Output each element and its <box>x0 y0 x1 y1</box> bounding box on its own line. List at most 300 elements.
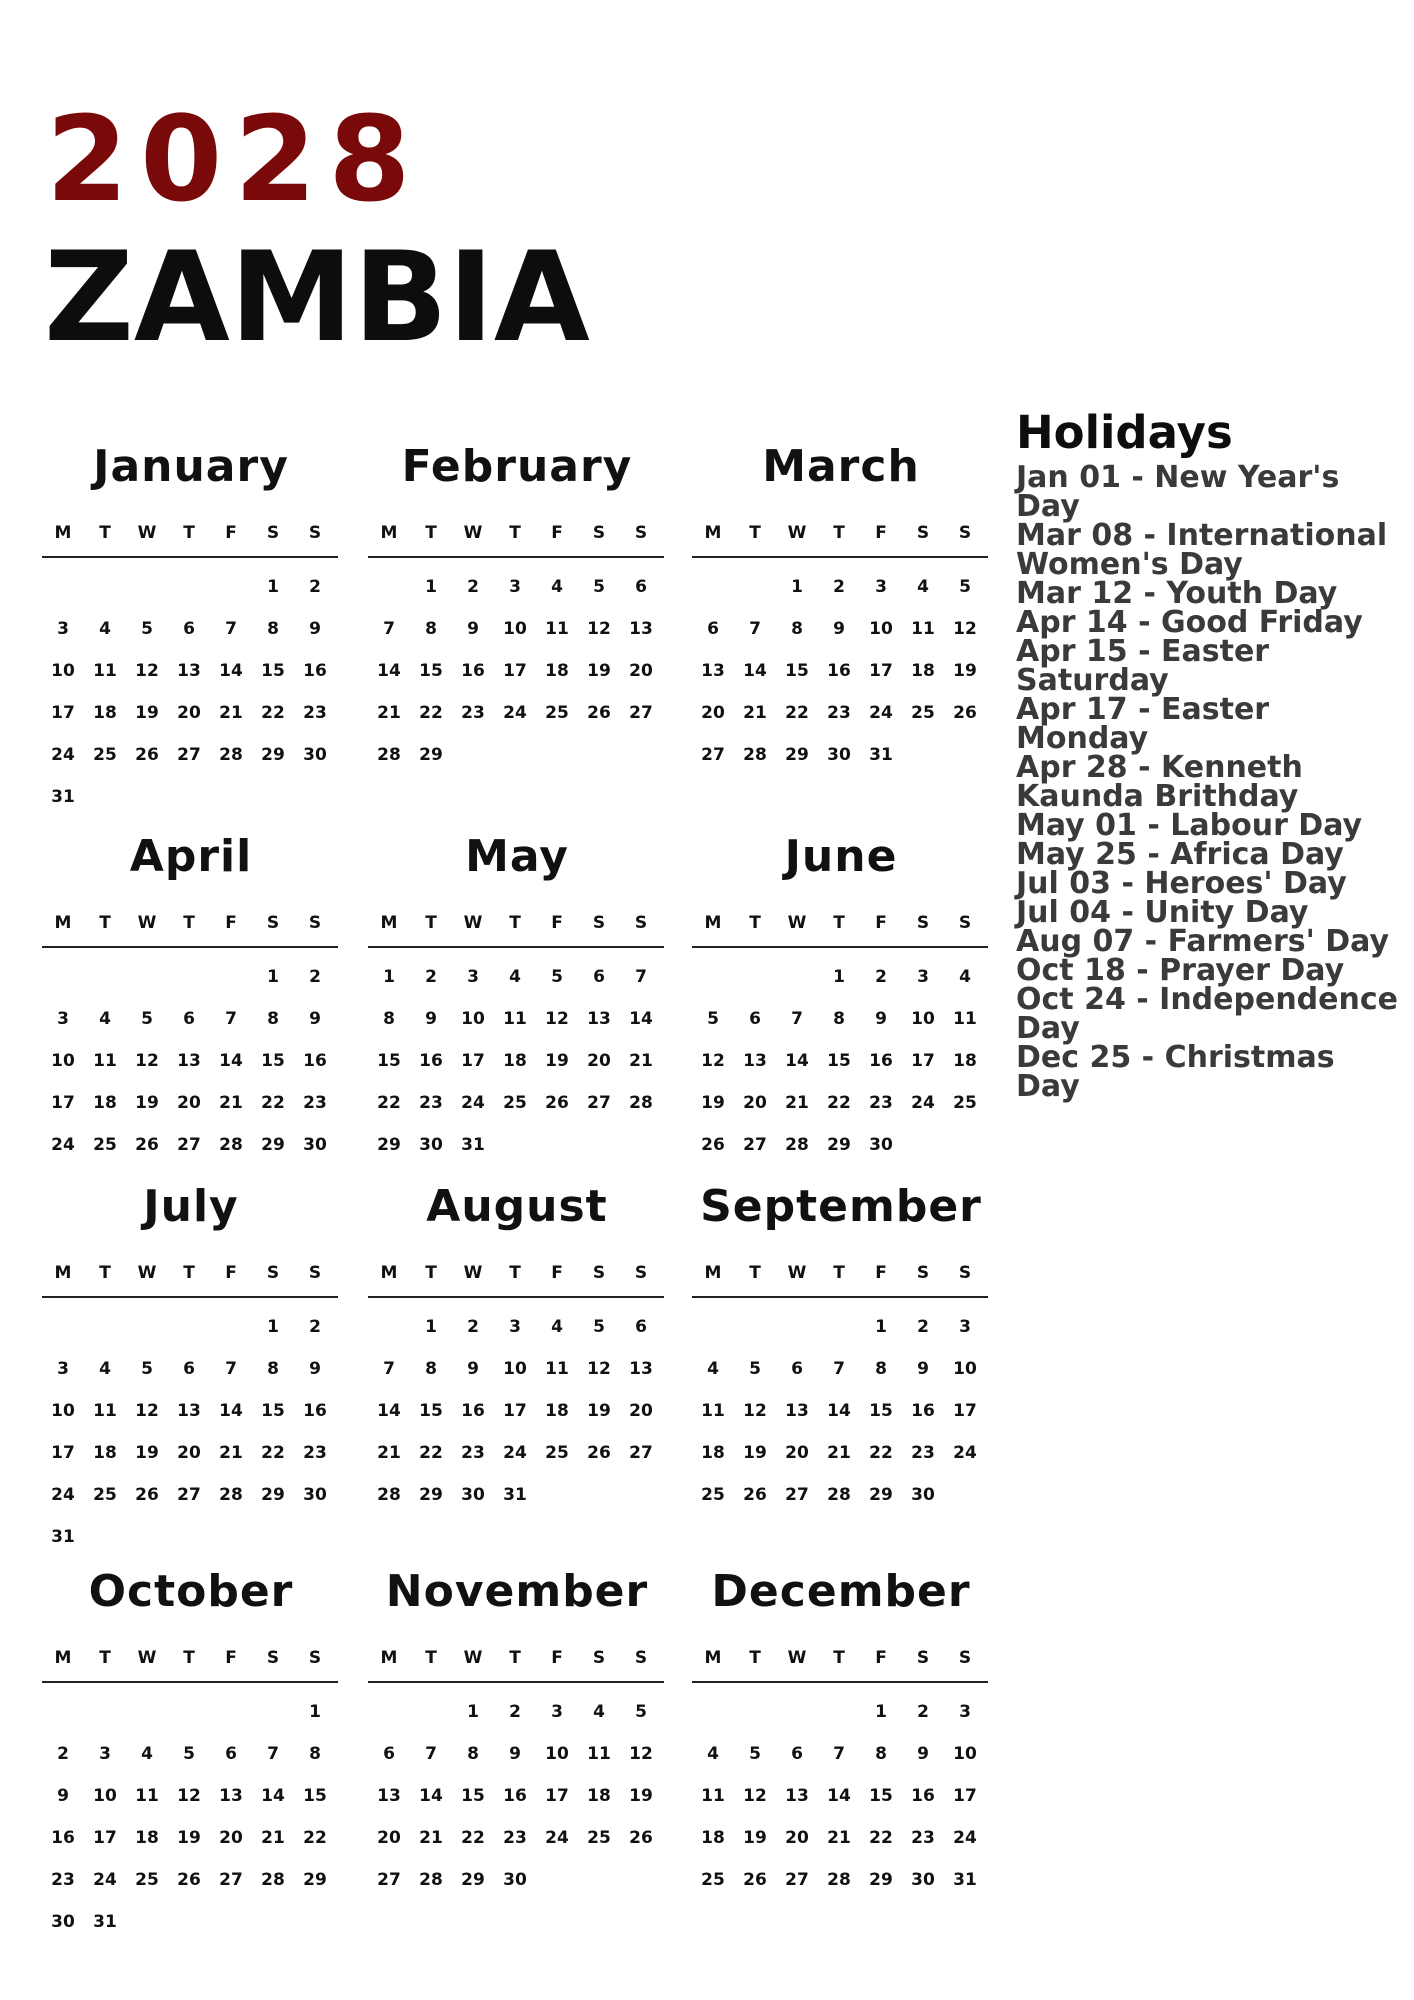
day-cell: 20 <box>177 1093 201 1113</box>
weekday-label: W <box>787 913 807 933</box>
day-cell: 8 <box>383 1009 395 1029</box>
weekday-label: S <box>634 523 648 543</box>
day-cell: 29 <box>261 1135 285 1155</box>
weekday-label: T <box>425 523 437 543</box>
day-cell: 12 <box>743 1401 767 1421</box>
day-cell: 20 <box>629 1401 653 1421</box>
month-name: August <box>426 1181 608 1232</box>
day-cell: 4 <box>707 1359 719 1379</box>
day-cell: 11 <box>701 1786 725 1806</box>
weekday-label: F <box>225 1648 237 1668</box>
day-cell: 26 <box>953 703 977 723</box>
day-cell: 24 <box>545 1828 569 1848</box>
day-cell: 3 <box>509 577 521 597</box>
month-name: September <box>700 1181 982 1232</box>
day-cell: 11 <box>93 661 117 681</box>
day-cell: 24 <box>953 1828 977 1848</box>
day-cell: 22 <box>461 1828 485 1848</box>
day-cell: 30 <box>911 1485 935 1505</box>
day-cell: 19 <box>135 1443 159 1463</box>
day-cell: 16 <box>461 661 485 681</box>
day-cell: 7 <box>791 1009 803 1029</box>
day-cell: 11 <box>93 1401 117 1421</box>
day-cell: 21 <box>785 1093 809 1113</box>
day-cell: 8 <box>267 1359 279 1379</box>
weekday-label: S <box>266 913 280 933</box>
week-row <box>368 1306 666 1348</box>
holidays-panel <box>1016 406 1406 1104</box>
day-cell: 11 <box>911 619 935 639</box>
day-cell: 6 <box>183 619 195 639</box>
day-cell: 12 <box>177 1786 201 1806</box>
month-november <box>368 1566 666 1901</box>
day-cell: 31 <box>953 1870 977 1890</box>
day-cell: 11 <box>953 1009 977 1029</box>
day-cell: 13 <box>587 1009 611 1029</box>
day-cell: 25 <box>93 1485 117 1505</box>
day-cell: 2 <box>309 1317 321 1337</box>
day-cell: 9 <box>309 1009 321 1029</box>
day-cell: 29 <box>869 1485 893 1505</box>
day-cell: 14 <box>377 1401 401 1421</box>
week-row <box>692 1040 990 1082</box>
weekday-label: M <box>380 913 398 933</box>
day-cell: 5 <box>141 1009 153 1029</box>
day-cell: 28 <box>219 1135 243 1155</box>
week-row <box>42 1306 340 1348</box>
day-cell: 1 <box>267 577 279 597</box>
day-cell: 10 <box>545 1744 569 1764</box>
day-cell: 4 <box>99 619 111 639</box>
week-row <box>368 1390 666 1432</box>
week-row <box>368 1474 666 1516</box>
week-row <box>42 1901 340 1943</box>
weekday-label: T <box>183 913 195 933</box>
weekday-label: W <box>137 1263 157 1283</box>
day-cell: 22 <box>785 703 809 723</box>
day-cell: 18 <box>93 1443 117 1463</box>
day-cell: 21 <box>219 1443 243 1463</box>
week-row <box>692 1691 990 1733</box>
day-cell: 2 <box>425 967 437 987</box>
weeks <box>368 1306 666 1516</box>
week-row <box>692 1733 990 1775</box>
day-cell: 5 <box>593 577 605 597</box>
day-cell: 3 <box>509 1317 521 1337</box>
weekday-label: S <box>308 523 322 543</box>
week-row <box>692 1124 990 1166</box>
day-cell: 30 <box>503 1870 527 1890</box>
holiday-item: Oct 24 - Independence Day <box>1016 982 1398 1046</box>
header-divider <box>42 946 338 948</box>
day-cell: 26 <box>701 1135 725 1155</box>
day-cell: 31 <box>461 1135 485 1155</box>
day-cell: 24 <box>503 703 527 723</box>
day-cell: 8 <box>467 1744 479 1764</box>
day-cell: 27 <box>177 1135 201 1155</box>
day-cell: 22 <box>869 1828 893 1848</box>
day-cell: 26 <box>587 1443 611 1463</box>
week-row <box>42 734 340 776</box>
day-cell: 30 <box>303 1135 327 1155</box>
weekday-label: M <box>704 913 722 933</box>
day-cell: 2 <box>467 577 479 597</box>
day-cell: 26 <box>135 745 159 765</box>
day-cell: 6 <box>183 1009 195 1029</box>
header-divider <box>368 1681 664 1683</box>
weekday-label: T <box>509 1648 521 1668</box>
day-cell: 26 <box>545 1093 569 1113</box>
weekday-label: T <box>749 523 761 543</box>
day-cell: 16 <box>827 661 851 681</box>
weekday-header <box>692 913 990 935</box>
day-cell: 28 <box>629 1093 653 1113</box>
day-cell: 25 <box>545 1443 569 1463</box>
weekday-label: T <box>749 913 761 933</box>
week-row <box>42 1859 340 1901</box>
day-cell: 15 <box>419 1401 443 1421</box>
header-divider <box>692 556 988 558</box>
day-cell: 24 <box>51 1485 75 1505</box>
week-row <box>42 692 340 734</box>
day-cell: 23 <box>911 1443 935 1463</box>
header-divider <box>42 1681 338 1683</box>
weekday-label: S <box>308 1263 322 1283</box>
day-cell: 17 <box>461 1051 485 1071</box>
weekday-label: T <box>833 913 845 933</box>
week-row <box>368 998 666 1040</box>
weekday-label: M <box>380 1648 398 1668</box>
day-cell: 8 <box>791 619 803 639</box>
day-cell: 2 <box>467 1317 479 1337</box>
weekday-label: W <box>463 1648 483 1668</box>
day-cell: 6 <box>183 1359 195 1379</box>
day-cell: 28 <box>785 1135 809 1155</box>
day-cell: 3 <box>57 1359 69 1379</box>
day-cell: 11 <box>587 1744 611 1764</box>
weekday-header <box>692 1263 990 1285</box>
day-cell: 23 <box>827 703 851 723</box>
week-row <box>692 692 990 734</box>
weekday-header <box>368 523 666 545</box>
day-cell: 6 <box>791 1744 803 1764</box>
weekday-label: S <box>916 523 930 543</box>
weeks <box>42 956 340 1166</box>
day-cell: 6 <box>225 1744 237 1764</box>
week-row <box>42 1691 340 1733</box>
day-cell: 24 <box>869 703 893 723</box>
weekday-label: M <box>704 1648 722 1668</box>
day-cell: 6 <box>635 577 647 597</box>
weekday-label: S <box>916 1263 930 1283</box>
day-cell: 7 <box>383 619 395 639</box>
weekday-label: T <box>99 913 111 933</box>
day-cell: 4 <box>917 577 929 597</box>
day-cell: 3 <box>917 967 929 987</box>
week-row <box>42 1516 340 1558</box>
week-row <box>692 1859 990 1901</box>
day-cell: 16 <box>51 1828 75 1848</box>
day-cell: 23 <box>461 703 485 723</box>
day-cell: 17 <box>953 1786 977 1806</box>
day-cell: 28 <box>261 1870 285 1890</box>
weekday-label: F <box>551 523 563 543</box>
day-cell: 26 <box>177 1870 201 1890</box>
weekday-label: S <box>958 523 972 543</box>
day-cell: 26 <box>587 703 611 723</box>
day-cell: 18 <box>93 703 117 723</box>
day-cell: 9 <box>57 1786 69 1806</box>
day-cell: 1 <box>267 967 279 987</box>
day-cell: 15 <box>869 1401 893 1421</box>
weeks <box>42 1306 340 1558</box>
weekday-label: S <box>592 523 606 543</box>
weekday-header <box>368 1648 666 1670</box>
day-cell: 22 <box>827 1093 851 1113</box>
day-cell: 19 <box>743 1828 767 1848</box>
day-cell: 3 <box>875 577 887 597</box>
day-cell: 10 <box>51 1051 75 1071</box>
weekday-label: M <box>380 1263 398 1283</box>
day-cell: 5 <box>551 967 563 987</box>
day-cell: 29 <box>261 745 285 765</box>
day-cell: 23 <box>419 1093 443 1113</box>
day-cell: 21 <box>827 1828 851 1848</box>
day-cell: 2 <box>509 1702 521 1722</box>
day-cell: 2 <box>875 967 887 987</box>
day-cell: 13 <box>785 1786 809 1806</box>
day-cell: 10 <box>503 1359 527 1379</box>
day-cell: 14 <box>785 1051 809 1071</box>
day-cell: 15 <box>261 1051 285 1071</box>
week-row <box>368 1124 666 1166</box>
day-cell: 14 <box>629 1009 653 1029</box>
weekday-label: F <box>225 523 237 543</box>
day-cell: 28 <box>827 1485 851 1505</box>
day-cell: 7 <box>225 619 237 639</box>
day-cell: 21 <box>261 1828 285 1848</box>
weekday-label: F <box>875 913 887 933</box>
day-cell: 31 <box>503 1485 527 1505</box>
day-cell: 8 <box>833 1009 845 1029</box>
day-cell: 7 <box>833 1744 845 1764</box>
day-cell: 25 <box>545 703 569 723</box>
day-cell: 15 <box>377 1051 401 1071</box>
day-cell: 25 <box>911 703 935 723</box>
day-cell: 8 <box>425 619 437 639</box>
day-cell: 4 <box>707 1744 719 1764</box>
weekday-label: W <box>787 1648 807 1668</box>
weekday-label: F <box>225 1263 237 1283</box>
day-cell: 29 <box>869 1870 893 1890</box>
weekday-label: T <box>833 1648 845 1668</box>
weekday-label: S <box>266 523 280 543</box>
day-cell: 15 <box>869 1786 893 1806</box>
day-cell: 30 <box>869 1135 893 1155</box>
month-july <box>42 1181 340 1558</box>
day-cell: 18 <box>545 1401 569 1421</box>
day-cell: 29 <box>827 1135 851 1155</box>
day-cell: 24 <box>461 1093 485 1113</box>
day-cell: 1 <box>267 1317 279 1337</box>
day-cell: 15 <box>419 661 443 681</box>
week-row <box>692 734 990 776</box>
day-cell: 9 <box>875 1009 887 1029</box>
day-cell: 28 <box>377 1485 401 1505</box>
day-cell: 13 <box>177 1051 201 1071</box>
week-row <box>692 1306 990 1348</box>
day-cell: 1 <box>875 1702 887 1722</box>
weekday-label: T <box>833 523 845 543</box>
day-cell: 14 <box>261 1786 285 1806</box>
day-cell: 30 <box>51 1912 75 1932</box>
day-cell: 7 <box>833 1359 845 1379</box>
day-cell: 12 <box>587 1359 611 1379</box>
country-title: ZAMBIA <box>44 226 590 370</box>
day-cell: 25 <box>701 1485 725 1505</box>
day-cell: 9 <box>917 1744 929 1764</box>
day-cell: 1 <box>425 1317 437 1337</box>
day-cell: 26 <box>629 1828 653 1848</box>
day-cell: 2 <box>309 967 321 987</box>
day-cell: 13 <box>177 661 201 681</box>
day-cell: 10 <box>953 1744 977 1764</box>
week-row <box>368 1348 666 1390</box>
day-cell: 19 <box>135 703 159 723</box>
day-cell: 24 <box>911 1093 935 1113</box>
day-cell: 23 <box>503 1828 527 1848</box>
day-cell: 1 <box>425 577 437 597</box>
day-cell: 7 <box>225 1359 237 1379</box>
day-cell: 8 <box>267 1009 279 1029</box>
weekday-label: W <box>463 1263 483 1283</box>
month-june <box>692 831 990 1166</box>
day-cell: 22 <box>419 1443 443 1463</box>
header-divider <box>42 1296 338 1298</box>
week-row <box>368 1040 666 1082</box>
month-name: March <box>762 441 920 492</box>
day-cell: 15 <box>827 1051 851 1071</box>
weekday-header <box>692 1648 990 1670</box>
weekday-label: M <box>54 913 72 933</box>
weekday-label: T <box>183 1263 195 1283</box>
week-row <box>368 734 666 776</box>
day-cell: 1 <box>791 577 803 597</box>
day-cell: 13 <box>701 661 725 681</box>
day-cell: 15 <box>303 1786 327 1806</box>
week-row <box>692 1817 990 1859</box>
day-cell: 30 <box>911 1870 935 1890</box>
day-cell: 3 <box>551 1702 563 1722</box>
weekday-label: M <box>704 1263 722 1283</box>
week-row <box>692 1474 990 1516</box>
day-cell: 21 <box>219 1093 243 1113</box>
day-cell: 11 <box>135 1786 159 1806</box>
weekday-label: T <box>509 523 521 543</box>
day-cell: 25 <box>953 1093 977 1113</box>
weekday-label: S <box>592 913 606 933</box>
day-cell: 3 <box>57 619 69 639</box>
day-cell: 23 <box>303 1443 327 1463</box>
weekday-label: T <box>425 913 437 933</box>
weekday-label: S <box>634 1648 648 1668</box>
weekday-label: T <box>99 1648 111 1668</box>
weekday-header <box>368 913 666 935</box>
day-cell: 15 <box>785 661 809 681</box>
day-cell: 27 <box>177 1485 201 1505</box>
day-cell: 25 <box>503 1093 527 1113</box>
week-row <box>42 1040 340 1082</box>
day-cell: 9 <box>467 619 479 639</box>
weekday-label: T <box>425 1263 437 1283</box>
day-cell: 12 <box>701 1051 725 1071</box>
day-cell: 5 <box>141 619 153 639</box>
weekday-label: S <box>634 913 648 933</box>
day-cell: 24 <box>953 1443 977 1463</box>
day-cell: 13 <box>177 1401 201 1421</box>
week-row <box>692 1082 990 1124</box>
weekday-label: W <box>137 913 157 933</box>
day-cell: 8 <box>267 619 279 639</box>
day-cell: 26 <box>135 1485 159 1505</box>
day-cell: 12 <box>135 1401 159 1421</box>
day-cell: 27 <box>629 1443 653 1463</box>
weeks <box>692 956 990 1166</box>
weekday-label: T <box>509 1263 521 1283</box>
day-cell: 23 <box>303 1093 327 1113</box>
day-cell: 6 <box>635 1317 647 1337</box>
day-cell: 4 <box>99 1009 111 1029</box>
weekday-label: S <box>266 1263 280 1283</box>
day-cell: 7 <box>225 1009 237 1029</box>
day-cell: 16 <box>419 1051 443 1071</box>
week-row <box>42 566 340 608</box>
holidays-title: Holidays <box>1016 406 1233 459</box>
day-cell: 12 <box>545 1009 569 1029</box>
holiday-item: Apr 17 - Easter Monday <box>1016 692 1270 756</box>
day-cell: 6 <box>749 1009 761 1029</box>
day-cell: 20 <box>743 1093 767 1113</box>
week-row <box>692 956 990 998</box>
holiday-item: May 25 - Africa Day <box>1016 837 1344 872</box>
day-cell: 1 <box>875 1317 887 1337</box>
weekday-label: W <box>463 523 483 543</box>
weekday-label: W <box>787 523 807 543</box>
month-name: October <box>88 1566 294 1617</box>
week-row <box>42 1817 340 1859</box>
weekday-header <box>42 913 340 935</box>
day-cell: 27 <box>219 1870 243 1890</box>
holiday-item: Mar 12 - Youth Day <box>1016 576 1338 611</box>
week-row <box>42 998 340 1040</box>
week-row <box>692 1432 990 1474</box>
holiday-item: Oct 18 - Prayer Day <box>1016 953 1345 988</box>
day-cell: 12 <box>587 619 611 639</box>
day-cell: 17 <box>93 1828 117 1848</box>
day-cell: 31 <box>51 787 75 807</box>
weekday-label: T <box>183 523 195 543</box>
day-cell: 13 <box>743 1051 767 1071</box>
day-cell: 30 <box>419 1135 443 1155</box>
day-cell: 3 <box>467 967 479 987</box>
weekday-label: F <box>875 523 887 543</box>
month-may <box>368 831 666 1166</box>
day-cell: 11 <box>503 1009 527 1029</box>
weekday-label: F <box>551 1263 563 1283</box>
week-row <box>692 998 990 1040</box>
day-cell: 27 <box>743 1135 767 1155</box>
month-name: November <box>385 1566 649 1617</box>
